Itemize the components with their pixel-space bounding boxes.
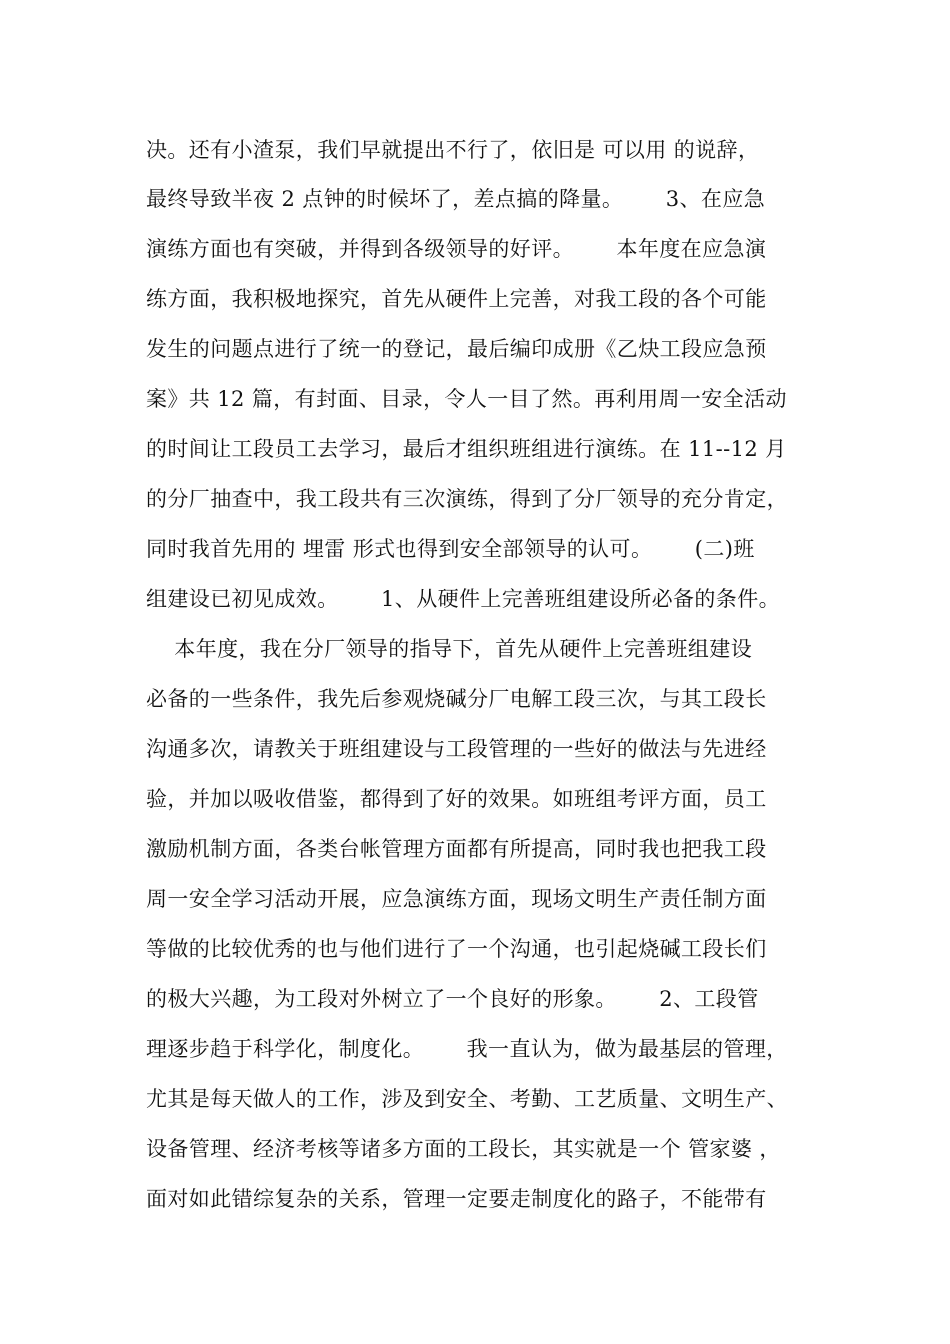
- text-line: 案》共 12 篇，有封面、目录，令人一目了然。再利用周一安全活动: [146, 387, 787, 411]
- text-line: 决。还有小渣泵，我们早就提出不行了，依旧是 可以用 的说辞，: [146, 138, 760, 162]
- text-line: 的极大兴趣，为工段对外树立了一个良好的形象。 2、工段管: [146, 987, 759, 1011]
- text-line: 最终导致半夜 2 点钟的时候坏了，差点搞的降量。 3、在应急: [146, 187, 766, 211]
- text-line: 尤其是每天做人的工作，涉及到安全、考勤、工艺质量、文明生产、: [146, 1087, 788, 1111]
- text-line: 周一安全学习活动开展，应急演练方面，现场文明生产责任制方面: [146, 887, 767, 911]
- text-line: 验，并加以吸收借鉴，都得到了好的效果。如班组考评方面，员工: [146, 787, 767, 811]
- text-line: 发生的问题点进行了统一的登记，最后编印成册《乙炔工段应急预: [146, 337, 767, 361]
- text-line: 练方面，我积极地探究，首先从硬件上完善，对我工段的各个可能: [146, 287, 767, 311]
- text-line: 演练方面也有突破，并得到各级领导的好评。 本年度在应急演: [146, 237, 767, 261]
- text-line: 的分厂抽查中，我工段共有三次演练，得到了分厂领导的充分肯定，: [146, 487, 788, 511]
- text-line: 本年度，我在分厂领导的指导下，首先从硬件上完善班组建设: [146, 637, 753, 661]
- text-line: 面对如此错综复杂的关系，管理一定要走制度化的路子，不能带有: [146, 1187, 767, 1211]
- text-line: 等做的比较优秀的也与他们进行了一个沟通，也引起烧碱工段长们: [146, 937, 767, 961]
- text-line: 的时间让工段员工去学习，最后才组织班组进行演练。在 11--12 月: [146, 437, 787, 461]
- text-line: 理逐步趋于科学化，制度化。 我一直认为，做为最基层的管理，: [146, 1037, 788, 1061]
- text-line: 同时我首先用的 埋雷 形式也得到安全部领导的认可。 (二)班: [146, 537, 755, 561]
- text-line: 必备的一些条件，我先后参观烧碱分厂电解工段三次，与其工段长: [146, 687, 767, 711]
- text-line: 激励机制方面，各类台帐管理方面都有所提高，同时我也把我工段: [146, 837, 767, 861]
- text-line: 组建设已初见成效。 1、从硬件上完善班组建设所必备的条件。: [146, 587, 781, 611]
- text-line: 设备管理、经济考核等诸多方面的工段长，其实就是一个 管家婆 ，: [146, 1137, 781, 1161]
- text-line: 沟通多次，请教关于班组建设与工段管理的一些好的做法与先进经: [146, 737, 767, 761]
